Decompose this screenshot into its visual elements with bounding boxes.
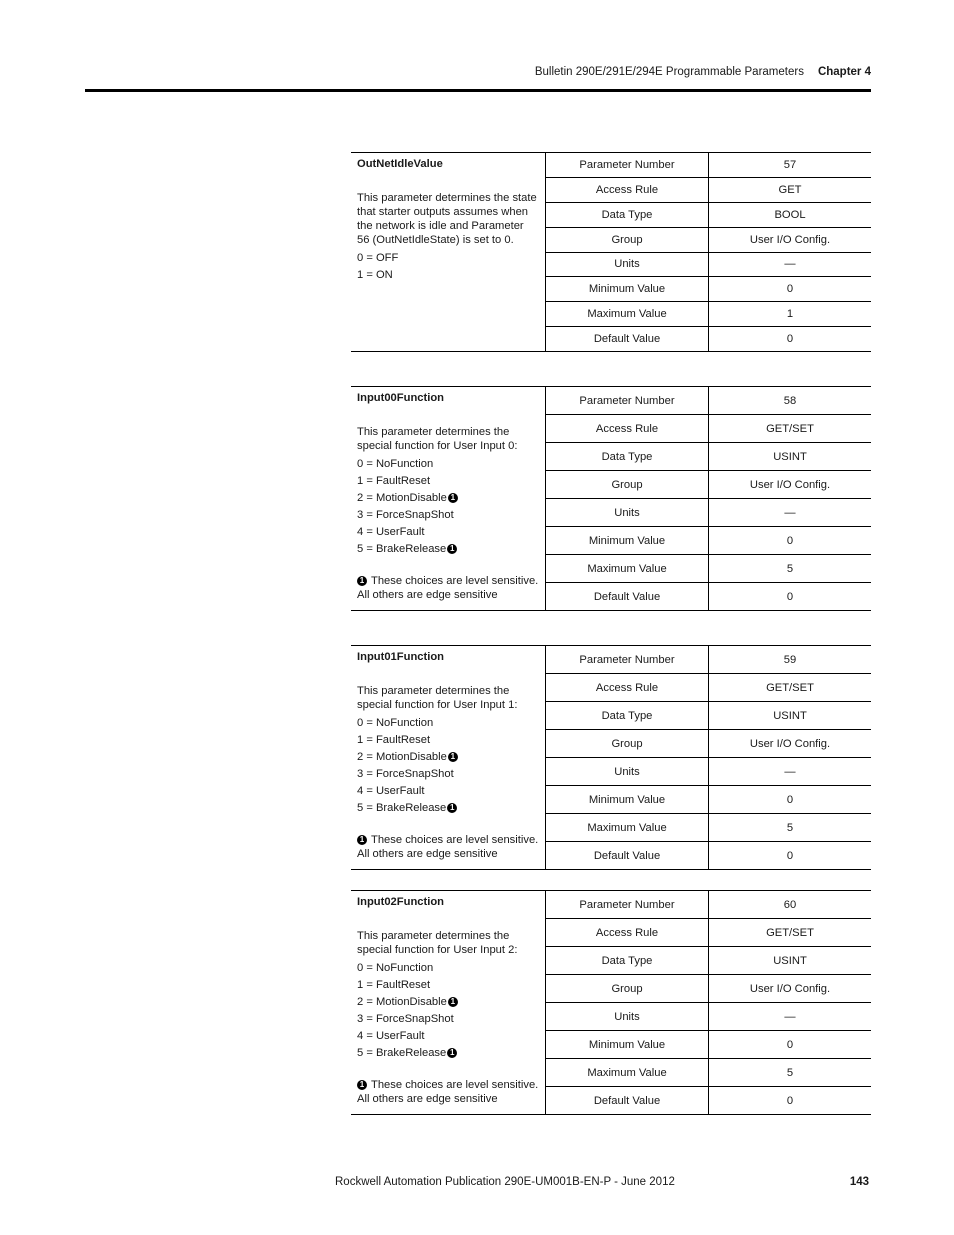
row-default-value — [546, 327, 871, 351]
value-units: — — [784, 258, 796, 271]
footnote-marker-icon: 1 — [447, 1048, 457, 1058]
param-name: OutNetIdleValue — [357, 158, 443, 170]
option-item: 3 = ForceSnapShot — [357, 768, 454, 780]
label-group: Group — [546, 975, 709, 1002]
param-table-input01function — [351, 645, 871, 870]
option-item: 3 = ForceSnapShot — [357, 1013, 454, 1025]
label-default-value: Default Value — [546, 583, 709, 610]
option-item-level — [357, 1045, 539, 1062]
param-table-outnetidlevalue — [351, 152, 871, 352]
row-maximum-value — [546, 814, 871, 842]
row-minimum-value — [546, 527, 871, 555]
footnote-marker-icon: 1 — [447, 803, 457, 813]
option-text: 2 = MotionDisable — [357, 751, 447, 763]
label-data-type: Data Type — [546, 947, 709, 974]
value-default-value: 0 — [786, 849, 794, 862]
footnote-marker-icon: 1 — [357, 1080, 367, 1090]
row-parameter-number — [546, 891, 871, 919]
option-item: 4 = UserFault — [357, 785, 425, 797]
value-default-value: 0 — [786, 333, 794, 346]
label-group: Group — [546, 471, 709, 498]
option-item: 0 = NoFunction — [357, 962, 434, 974]
label-maximum-value: Maximum Value — [546, 302, 709, 326]
param-description — [351, 387, 546, 610]
label-access-rule: Access Rule — [546, 674, 709, 701]
option-text: 5 = BrakeRelease — [357, 1047, 447, 1059]
value-minimum-value: 0 — [786, 534, 794, 547]
row-maximum-value — [546, 555, 871, 583]
option-item: 4 = UserFault — [357, 526, 425, 538]
label-parameter-number: Parameter Number — [546, 153, 709, 177]
footnote-marker-icon: 1 — [448, 997, 458, 1007]
value-parameter-number: 60 — [783, 898, 797, 911]
footnote — [357, 574, 539, 602]
row-maximum-value — [546, 1059, 871, 1087]
param-description-text: This parameter determines the state that starter outputs assumes when the network is idle and Parameter 56 (OutNetIdleState) is set to 0. — [357, 192, 537, 246]
footnote-text: These choices are level sensitive. All others are edge sensitive — [357, 575, 539, 601]
row-parameter-number — [546, 646, 871, 674]
label-group: Group — [546, 228, 709, 252]
option-text: 5 = BrakeRelease — [357, 543, 447, 555]
value-units: — — [784, 765, 796, 778]
value-access-rule: GET/SET — [766, 926, 814, 939]
value-default-value: 0 — [786, 590, 794, 603]
row-units — [546, 253, 871, 278]
value-data-type: BOOL — [774, 208, 806, 221]
footnote-marker-icon: 1 — [448, 493, 458, 503]
option-item: 1 = FaultReset — [357, 734, 431, 746]
value-group: User I/O Config. — [749, 478, 831, 491]
option-item-level — [357, 541, 539, 558]
option-item: 3 = ForceSnapShot — [357, 509, 454, 521]
value-data-type: USINT — [773, 709, 807, 722]
param-name: Input02Function — [357, 896, 445, 908]
option-text: 2 = MotionDisable — [357, 996, 447, 1008]
label-default-value: Default Value — [546, 842, 709, 869]
option-item-level — [357, 800, 539, 817]
param-description-text: This parameter determines the special function for User Input 0: — [357, 426, 518, 452]
header-text — [535, 66, 871, 78]
row-access-rule — [546, 178, 871, 203]
header-chapter: Chapter 4 — [817, 66, 871, 78]
value-minimum-value: 0 — [786, 1038, 794, 1051]
option-item: 4 = UserFault — [357, 1030, 425, 1042]
footnote-marker-icon: 1 — [357, 576, 367, 586]
label-access-rule: Access Rule — [546, 178, 709, 202]
param-grid — [546, 891, 871, 1114]
header-rule — [85, 89, 871, 92]
row-default-value — [546, 583, 871, 610]
row-data-type — [546, 947, 871, 975]
value-group: User I/O Config. — [749, 982, 831, 995]
label-units: Units — [546, 499, 709, 526]
param-grid — [546, 646, 871, 869]
value-group: User I/O Config. — [749, 737, 831, 750]
label-minimum-value: Minimum Value — [546, 277, 709, 301]
page-number: 143 — [849, 1176, 869, 1188]
value-maximum-value: 5 — [786, 562, 794, 575]
value-group: User I/O Config. — [749, 233, 831, 246]
label-minimum-value: Minimum Value — [546, 1031, 709, 1058]
label-maximum-value: Maximum Value — [546, 1059, 709, 1086]
row-group — [546, 730, 871, 758]
row-parameter-number — [546, 387, 871, 415]
param-grid — [546, 153, 871, 351]
option-list — [357, 456, 539, 558]
option-item: 1 = FaultReset — [357, 979, 431, 991]
label-group: Group — [546, 730, 709, 757]
footnote-text: These choices are level sensitive. All others are edge sensitive — [357, 834, 539, 860]
option-list — [357, 960, 539, 1062]
row-minimum-value — [546, 1031, 871, 1059]
param-description-text: This parameter determines the special function for User Input 2: — [357, 930, 518, 956]
label-units: Units — [546, 253, 709, 277]
label-maximum-value: Maximum Value — [546, 555, 709, 582]
label-default-value: Default Value — [546, 1087, 709, 1114]
row-access-rule — [546, 674, 871, 702]
footnote-marker-icon: 1 — [447, 544, 457, 554]
row-group — [546, 975, 871, 1003]
value-access-rule: GET/SET — [766, 422, 814, 435]
row-group — [546, 228, 871, 253]
param-description — [351, 153, 546, 351]
param-description — [351, 891, 546, 1114]
label-data-type: Data Type — [546, 203, 709, 227]
footnote-marker-icon: 1 — [448, 752, 458, 762]
param-name: Input01Function — [357, 651, 445, 663]
label-units: Units — [546, 758, 709, 785]
label-parameter-number: Parameter Number — [546, 387, 709, 414]
row-data-type — [546, 443, 871, 471]
row-data-type — [546, 702, 871, 730]
row-units — [546, 1003, 871, 1031]
option-item: 0 = NoFunction — [357, 458, 434, 470]
option-list — [357, 715, 539, 817]
label-parameter-number: Parameter Number — [546, 646, 709, 673]
label-access-rule: Access Rule — [546, 415, 709, 442]
param-grid — [546, 387, 871, 610]
label-parameter-number: Parameter Number — [546, 891, 709, 918]
option-item: 1 = ON — [357, 269, 393, 281]
row-minimum-value — [546, 786, 871, 814]
value-data-type: USINT — [773, 450, 807, 463]
value-default-value: 0 — [786, 1094, 794, 1107]
option-item: 0 = OFF — [357, 252, 399, 264]
value-minimum-value: 0 — [786, 793, 794, 806]
label-default-value: Default Value — [546, 327, 709, 351]
row-default-value — [546, 842, 871, 869]
value-parameter-number: 59 — [783, 653, 797, 666]
value-minimum-value: 0 — [786, 283, 794, 296]
value-access-rule: GET — [778, 183, 802, 196]
option-item-level — [357, 749, 539, 766]
row-maximum-value — [546, 302, 871, 327]
row-access-rule — [546, 919, 871, 947]
row-minimum-value — [546, 277, 871, 302]
value-maximum-value: 5 — [786, 821, 794, 834]
row-group — [546, 471, 871, 499]
option-text: 2 = MotionDisable — [357, 492, 447, 504]
value-access-rule: GET/SET — [766, 681, 814, 694]
label-maximum-value: Maximum Value — [546, 814, 709, 841]
param-name: Input00Function — [357, 392, 445, 404]
value-parameter-number: 57 — [783, 158, 797, 171]
label-data-type: Data Type — [546, 702, 709, 729]
param-table-input00function — [351, 386, 871, 611]
footnote — [357, 833, 539, 861]
footnote — [357, 1078, 539, 1106]
row-default-value — [546, 1087, 871, 1114]
row-units — [546, 758, 871, 786]
row-units — [546, 499, 871, 527]
value-units: — — [784, 1010, 796, 1023]
param-description-text: This parameter determines the special function for User Input 1: — [357, 685, 518, 711]
option-item: 1 = FaultReset — [357, 475, 431, 487]
footer-publication: Rockwell Automation Publication 290E-UM001B-EN-P - June 2012 — [335, 1176, 675, 1188]
option-item: 0 = NoFunction — [357, 717, 434, 729]
row-parameter-number — [546, 153, 871, 178]
option-text: 5 = BrakeRelease — [357, 802, 447, 814]
row-data-type — [546, 203, 871, 228]
value-maximum-value: 1 — [786, 308, 794, 321]
value-units: — — [784, 506, 796, 519]
label-minimum-value: Minimum Value — [546, 786, 709, 813]
footnote-text: These choices are level sensitive. All others are edge sensitive — [357, 1079, 539, 1105]
value-data-type: USINT — [773, 954, 807, 967]
option-item-level — [357, 994, 539, 1011]
label-data-type: Data Type — [546, 443, 709, 470]
value-maximum-value: 5 — [786, 1066, 794, 1079]
row-access-rule — [546, 415, 871, 443]
label-minimum-value: Minimum Value — [546, 527, 709, 554]
value-parameter-number: 58 — [783, 394, 797, 407]
param-table-input02function — [351, 890, 871, 1115]
footnote-marker-icon: 1 — [357, 835, 367, 845]
header-title: Bulletin 290E/291E/294E Programmable Parameters — [534, 66, 804, 78]
param-description — [351, 646, 546, 869]
label-units: Units — [546, 1003, 709, 1030]
label-access-rule: Access Rule — [546, 919, 709, 946]
option-item-level — [357, 490, 539, 507]
